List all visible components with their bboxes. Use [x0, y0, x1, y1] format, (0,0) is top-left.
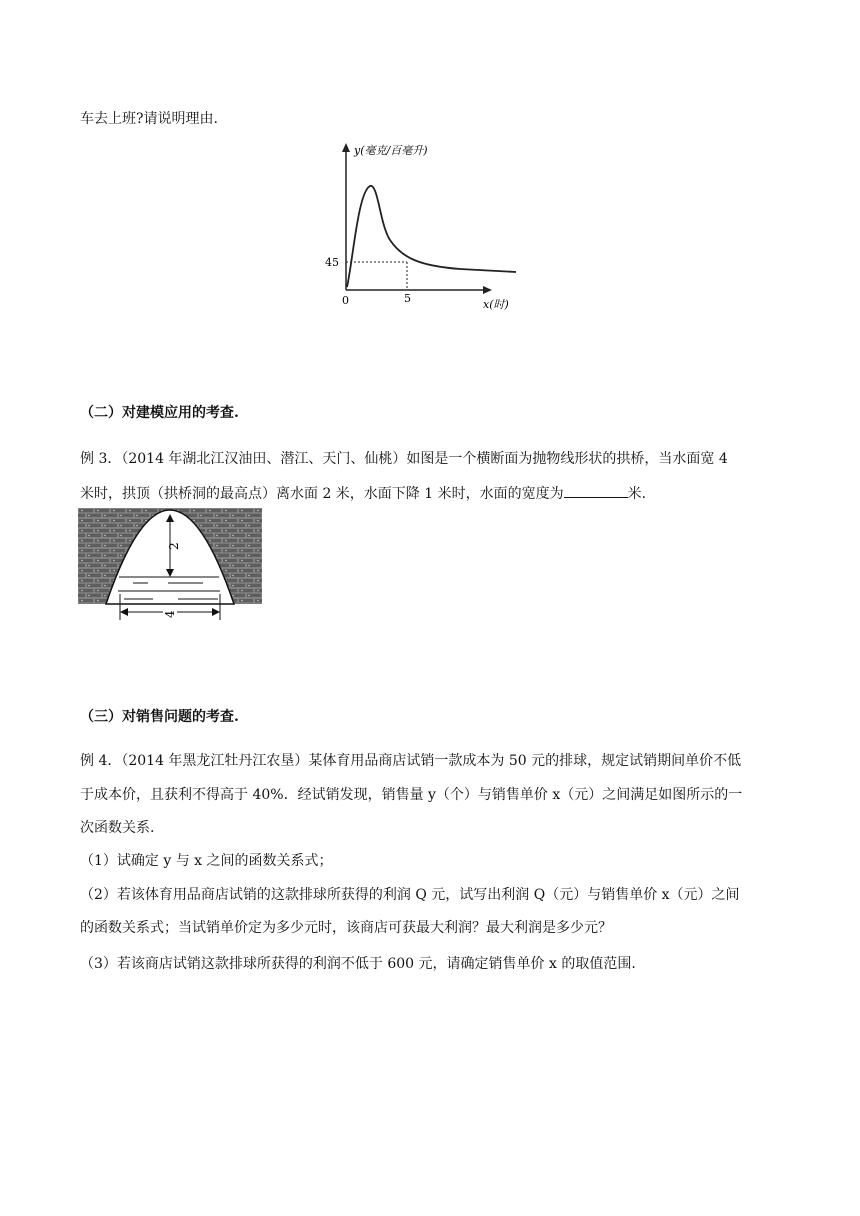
previous-problem-tail: 车去上班?请说明理由.: [80, 111, 218, 127]
y-tick-45: 45: [325, 256, 339, 269]
example-3-text: 米时，拱顶（拱桥洞的最高点）离水面 2 米，水面下降 1 米时，水面的宽度为: [80, 486, 564, 502]
y-axis-label: y(毫克/百毫升): [354, 144, 428, 157]
example-4-line-1: 例 4．（2014 年黑龙江牡丹江农垦）某体育用品商店试销一款成本为 50 元的排球，规定试销期间单价不低: [80, 753, 742, 769]
answer-blank[interactable]: [564, 483, 628, 498]
question-3: （3）若该商店试销这款排球所获得的利润不低于 600 元，请确定销售单价 x 的取值范围.: [80, 956, 636, 972]
origin-label: 0: [342, 294, 349, 307]
example-3-line-1: 例 3．（2014 年湖北江汉油田、潜江、天门、仙桃）如图是一个横断面为抛物线形状的拱桥，当水面宽 4: [80, 451, 728, 467]
question-1: （1）试确定 y 与 x 之间的函数关系式；: [80, 853, 333, 869]
section-3-heading: （三）对销售问题的考查.: [80, 709, 239, 725]
question-2-line-2: 的函数关系式；当试销单价定为多少元时，该商店可获最大利润？最大利润是多少元？: [80, 920, 612, 936]
example-3-line-2: [80, 483, 646, 503]
x-axis-label: x(时): [483, 298, 509, 311]
x-tick-5: 5: [404, 292, 411, 305]
concentration-graph: [320, 140, 540, 315]
width-arrow-left: [120, 608, 128, 616]
example-3-unit: 米.: [627, 486, 647, 502]
height-label: 2: [167, 542, 181, 550]
example-4-line-2: 于成本价，且获利不得高于 40%．经试销发现，销售量 y（个）与销售单价 x（元）之间满足如图所示的一: [80, 787, 743, 803]
question-2-line-1: （2）若该体育用品商店试销的这款排球所获得的利润 Q 元，试写出利润 Q（元）与销售单价 x（元）之间: [80, 887, 740, 903]
concentration-curve: [347, 186, 516, 287]
width-arrow-right: [212, 608, 220, 616]
example-4-line-3: 次函数关系.: [80, 820, 155, 836]
arch-bridge-figure: [78, 508, 264, 624]
section-2-heading: （二）对建模应用的考查.: [80, 405, 239, 421]
y-axis-arrow: [342, 143, 350, 152]
width-label: 4: [163, 610, 177, 618]
x-axis-arrow: [483, 286, 492, 294]
